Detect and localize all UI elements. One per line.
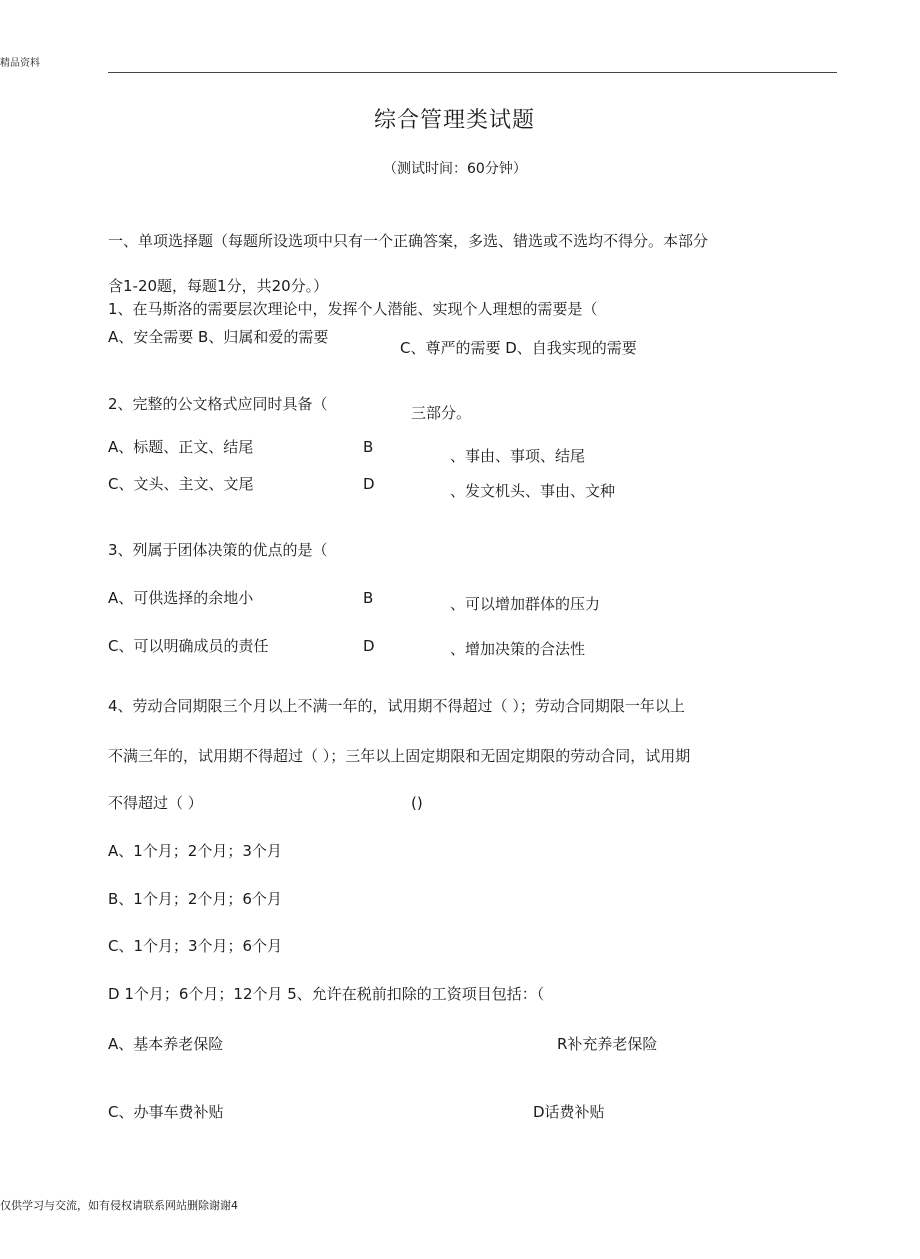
question-1-stem: 1、在马斯洛的需要层次理论中，发挥个人潜能、实现个人理想的需要是（ xyxy=(108,300,598,318)
section-heading-line2: 含1-20题，每题1分，共20分。） xyxy=(108,277,329,295)
question-4-option-b: B、1个月；2个月；6个月 xyxy=(108,890,282,908)
question-3-option-b: 、可以增加群体的压力 xyxy=(450,595,601,613)
question-5-option-c: C、办事车费补贴 xyxy=(108,1103,224,1121)
page-subtitle: （测试时间：60分钟） xyxy=(383,161,527,177)
question-4-option-c: C、1个月；3个月；6个月 xyxy=(108,937,283,955)
header-rule xyxy=(108,72,837,73)
question-2-option-a: A、标题、正文、结尾 xyxy=(108,438,254,456)
question-5-option-a: A、基本养老保险 xyxy=(108,1035,224,1053)
question-3-option-a: A、可供选择的余地小 xyxy=(108,589,254,607)
question-4-line3: 不得超过（ ） xyxy=(108,794,203,812)
page-title: 综合管理类试题 xyxy=(374,108,536,133)
question-5-option-d: D话费补贴 xyxy=(533,1103,605,1121)
question-2-option-d-letter: D xyxy=(363,475,375,493)
question-3-option-c: C、可以明确成员的责任 xyxy=(108,637,269,655)
question-4-answer-paren: () xyxy=(411,794,423,812)
section-heading-line1: 一、单项选择题（每题所设选项中只有一个正确答案，多选、错选或不选均不得分。本部分 xyxy=(108,232,709,250)
question-5-option-b: R补充养老保险 xyxy=(557,1035,658,1053)
question-4-option-d-and-question-5-stem: D 1个月；6个月；12个月 5、允许在税前扣除的工资项目包括：（ xyxy=(108,985,545,1003)
footer-note: 仅供学习与交流，如有侵权请联系网站删除谢谢4 xyxy=(0,1199,238,1212)
question-2-option-d: 、发文机头、事由、文种 xyxy=(450,482,616,500)
question-2-option-b: 、事由、事项、结尾 xyxy=(450,447,586,465)
question-3-stem: 3、列属于团体决策的优点的是（ xyxy=(108,541,328,559)
question-4-line2: 不满三年的，试用期不得超过（ ）；三年以上固定期限和无固定期限的劳动合同，试用期 xyxy=(108,747,691,765)
question-1-options-cd: C、尊严的需要 D、自我实现的需要 xyxy=(400,339,637,357)
question-2-stem-tail: 三部分。 xyxy=(411,404,472,422)
question-3-option-b-letter: B xyxy=(363,589,374,607)
question-2-stem: 2、完整的公文格式应同时具备（ xyxy=(108,395,328,413)
question-3-option-d-letter: D xyxy=(363,637,375,655)
question-2-option-c: C、文头、主文、文尾 xyxy=(108,475,254,493)
header-label: 精品资料 xyxy=(0,58,40,69)
question-1-options-ab: A、安全需要 B、归属和爱的需要 xyxy=(108,328,329,346)
question-4-option-a: A、1个月；2个月；3个月 xyxy=(108,842,282,860)
question-3-option-d: 、增加决策的合法性 xyxy=(450,640,586,658)
question-2-option-b-letter: B xyxy=(363,438,374,456)
question-4-line1: 4、劳动合同期限三个月以上不满一年的，试用期不得超过（ ）；劳动合同期限一年以上 xyxy=(108,697,685,715)
